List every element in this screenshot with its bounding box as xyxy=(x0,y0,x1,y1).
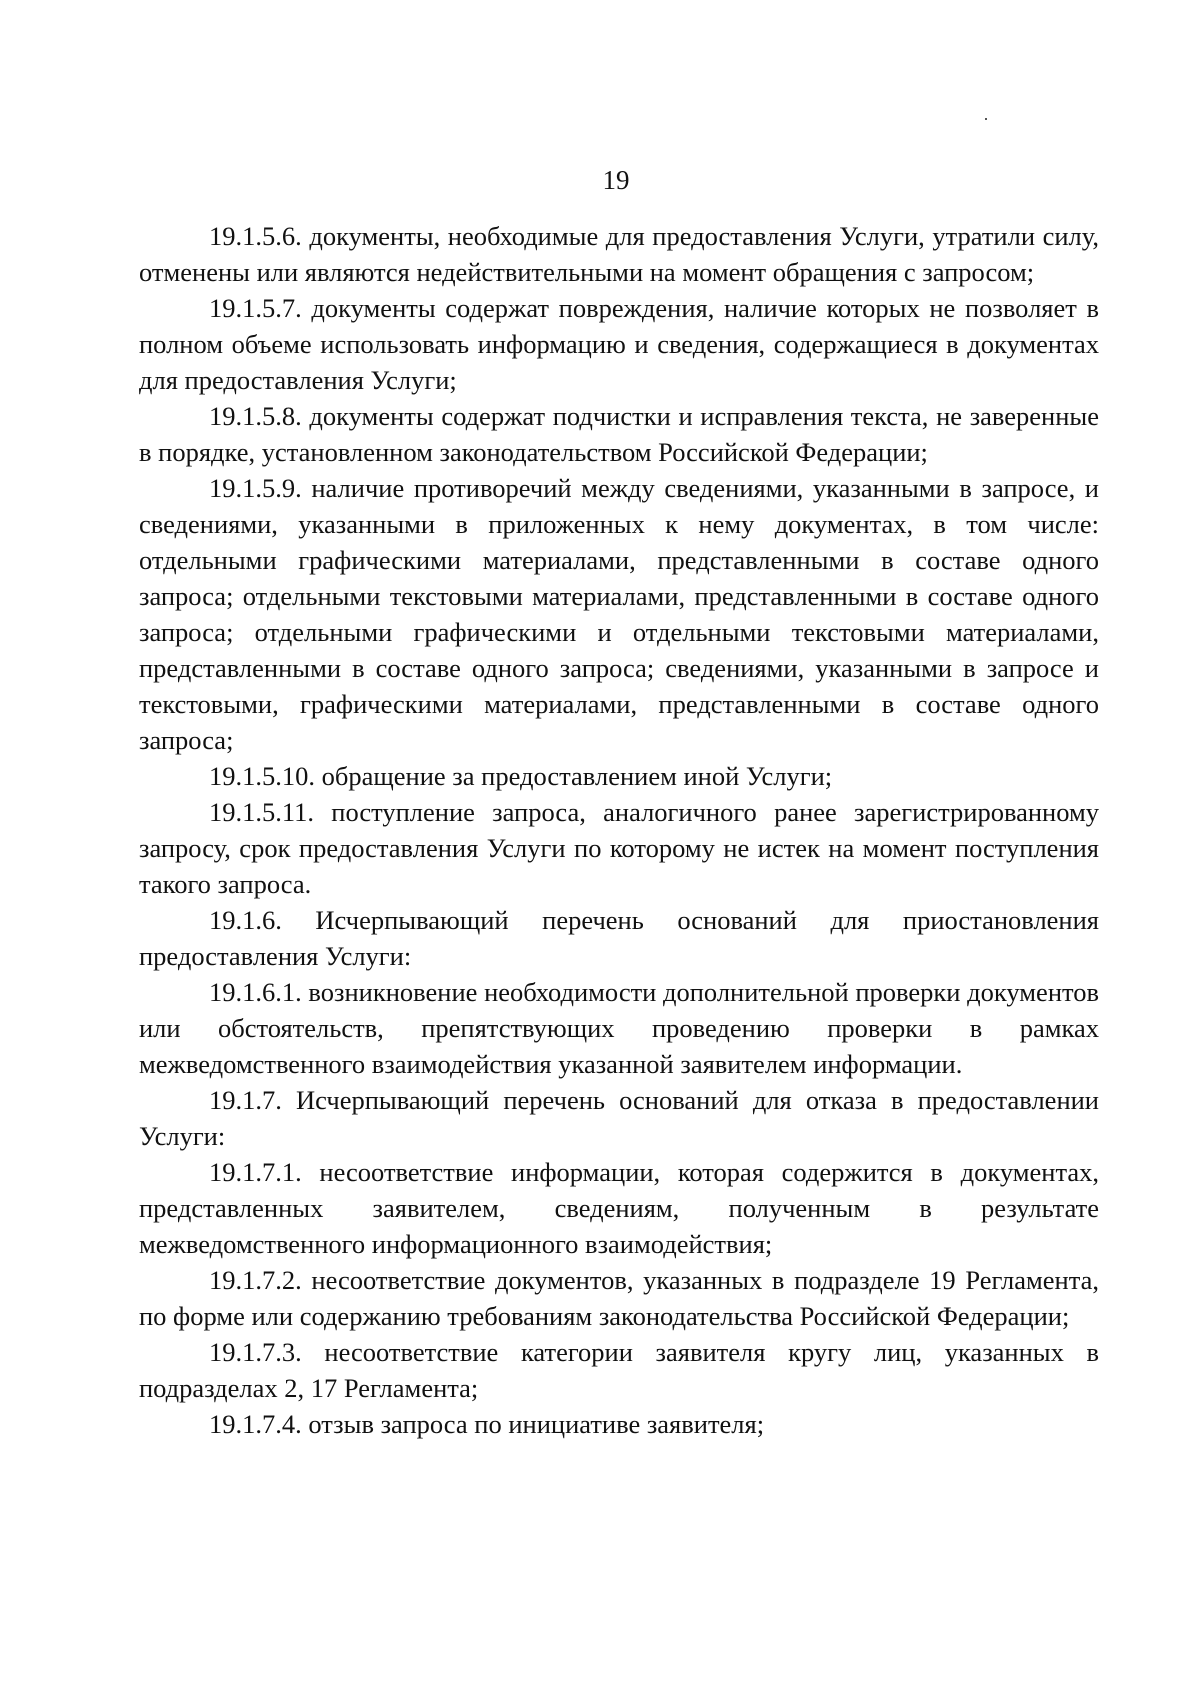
paragraph-19-1-7: 19.1.7. Исчерпывающий перечень оснований для отказа в предоставлении Услуги: xyxy=(139,1085,1099,1151)
paragraph-19-1-7-4: 19.1.7.4. отзыв запроса по инициативе заявителя; xyxy=(209,1409,765,1439)
paragraph-19-1-6-1: 19.1.6.1. возникновение необходимости дополнительной проверки документов или обстоятельств, препятствующих проведению проверки в рамках межведомственного взаимодействия указанной заявителем информации. xyxy=(139,977,1099,1079)
paragraph-19-1-5-11: 19.1.5.11. поступление запроса, аналогичного ранее зарегистрированному запросу, срок предоставления Услуги по которому не истек на момент поступления такого запроса. xyxy=(139,797,1099,899)
paragraph-19-1-7-1: 19.1.7.1. несоответствие информации, которая содержится в документах, представленных заявителем, сведениям, полученным в результате межведомственного информационного взаимодействия; xyxy=(139,1157,1099,1259)
document-body xyxy=(139,218,1099,1442)
paragraph-19-1-5-10: 19.1.5.10. обращение за предоставлением иной Услуги; xyxy=(209,761,833,791)
paragraph-19-1-7-2: 19.1.7.2. несоответствие документов, указанных в подразделе 19 Регламента, по форме или содержанию требованиям законодательства Российской Федерации; xyxy=(139,1265,1099,1331)
paragraph-19-1-5-7: 19.1.5.7. документы содержат повреждения, наличие которых не позволяет в полном объеме использовать информацию и сведения, содержащиеся в документах для предоставления Услуги; xyxy=(139,293,1099,395)
paragraph-19-1-5-6: 19.1.5.6. документы, необходимые для предоставления Услуги, утратили силу, отменены или являются недействительными на момент обращения с запросом; xyxy=(139,221,1099,287)
paragraph-19-1-5-9: 19.1.5.9. наличие противоречий между сведениями, указанными в запросе, и сведениями, указанными в приложенных к нему документах, в том числе: отдельными графическими материалами, представленными в составе одного запроса; отдельными текстовыми материалами, представленными в составе одного запроса; отдельными графическими и отдельными текстовыми материалами, представленными в составе одного запроса; сведениями, указанными в запросе и текстовыми, графическими материалами, представленными в составе одного запроса; xyxy=(139,473,1099,755)
paragraph-19-1-6: 19.1.6. Исчерпывающий перечень оснований для приостановления предоставления Услуги: xyxy=(139,905,1099,971)
page-number: 19 xyxy=(602,165,630,195)
scan-speck xyxy=(985,118,987,120)
paragraph-19-1-7-3: 19.1.7.3. несоответствие категории заявителя кругу лиц, указанных в подразделах 2, 17 Регламента; xyxy=(139,1337,1099,1403)
paragraph-19-1-5-8: 19.1.5.8. документы содержат подчистки и исправления текста, не заверенные в порядке, установленном законодательством Российской Федерации; xyxy=(139,401,1099,467)
